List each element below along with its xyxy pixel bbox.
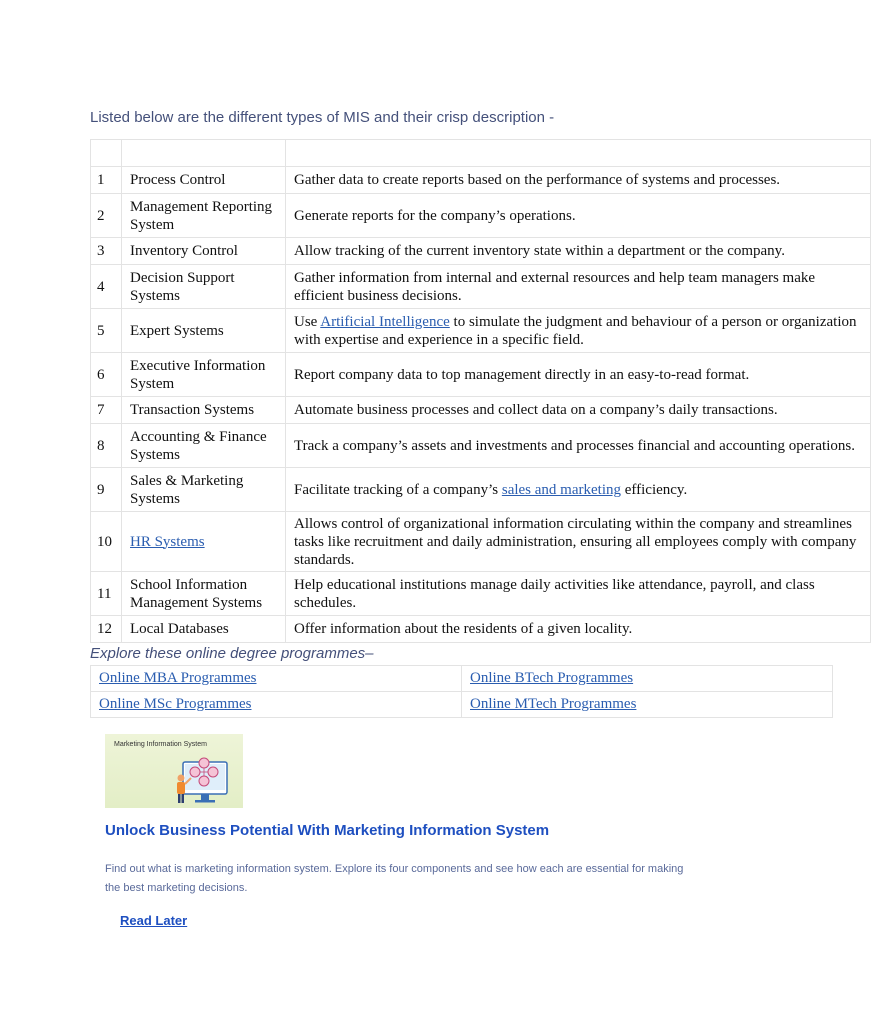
intro-text: Listed below are the different types of MIS and their crisp description - [90,109,555,126]
row-number: 6 [91,353,122,397]
row-number: 11 [91,572,122,616]
mis-types-table [90,139,871,643]
table-row [91,692,833,718]
mis-type: Expert Systems [122,309,286,353]
header-cell-description [286,140,871,167]
table-header-row [91,140,871,167]
table-row [91,424,871,468]
programme-cell [91,692,462,718]
mis-description: Automate business processes and collect data on a company’s daily transactions. [286,397,871,424]
description-text: Use [294,313,321,330]
article-thumbnail[interactable] [105,734,243,808]
mis-description: Allows control of organizational information circulating within the company and streamlines tasks like recruitment and daily administration, ensuring all employees comply with company standards. [286,512,871,572]
table-row [91,468,871,512]
table-row [91,572,871,616]
table-row [91,238,871,265]
monitor-illustration-icon [105,734,243,808]
mis-description: Track a company’s assets and investments and processes financial and accounting operations. [286,424,871,468]
programme-cell [462,692,833,718]
mis-type: Accounting & Finance Systems [122,424,286,468]
programme-cell [462,666,833,692]
explore-programmes-heading: Explore these online degree programmes– [90,645,374,662]
programmes-table [90,665,833,718]
table-row [91,397,871,424]
article-title-link[interactable]: Unlock Business Potential With Marketing Information System [105,822,550,839]
table-row [91,265,871,309]
mis-type: Executive Information System [122,353,286,397]
mis-description: Help educational institutions manage daily activities like attendance, payroll, and class schedules. [286,572,871,616]
mis-description: Gather information from internal and external resources and help team managers make efficient business decisions. [286,265,871,309]
online-mtech-link[interactable]: Online MTech Programmes [470,696,637,712]
mis-description: Report company data to top management directly in an easy-to-read format. [286,353,871,397]
table-row [91,194,871,238]
hr-systems-link[interactable]: HR Systems [130,533,205,550]
header-cell-type [122,140,286,167]
table-row [91,167,871,194]
row-number: 10 [91,512,122,572]
mis-description: Offer information about the residents of a given locality. [286,616,871,643]
mis-type [122,512,286,572]
table-row [91,309,871,353]
mis-type: Sales & Marketing Systems [122,468,286,512]
table-row [91,512,871,572]
mis-type: Decision Support Systems [122,265,286,309]
sales-and-marketing-link[interactable]: sales and marketing [501,481,621,498]
header-cell-number [91,140,122,167]
mis-description: Gather data to create reports based on the performance of systems and processes. [286,167,871,194]
thumbnail-caption: Marketing Information System [114,741,207,748]
mis-type: Management Reporting System [122,194,286,238]
table-row [91,666,833,692]
description-text: to simulate the judgment and behaviour of a person or organization with expertise and experience in a specific field. [294,313,857,348]
row-number: 8 [91,424,122,468]
table-row [91,353,871,397]
description-text: Facilitate tracking of a company’s [294,481,502,498]
mis-description: Allow tracking of the current inventory state within a department or the company. [286,238,871,265]
online-btech-link[interactable]: Online BTech Programmes [470,670,634,686]
row-number: 7 [91,397,122,424]
mis-type: Inventory Control [122,238,286,265]
table-row [91,616,871,643]
row-number: 4 [91,265,122,309]
mis-description: Generate reports for the company’s operations. [286,194,871,238]
mis-type: School Information Management Systems [122,572,286,616]
read-later-button[interactable]: Read Later [120,913,188,928]
row-number: 1 [91,167,122,194]
row-number: 12 [91,616,122,643]
mis-type: Transaction Systems [122,397,286,424]
mis-description [286,309,871,353]
artificial-intelligence-link[interactable]: Artificial Intelligence [320,313,450,330]
mis-type: Local Databases [122,616,286,643]
online-msc-link[interactable]: Online MSc Programmes [99,696,252,712]
row-number: 3 [91,238,122,265]
mis-description [286,468,871,512]
row-number: 2 [91,194,122,238]
article-description: Find out what is marketing information system. Explore its four components and see how each are essential for making the best marketing decisions. [105,863,684,894]
programme-cell [91,666,462,692]
row-number: 9 [91,468,122,512]
mis-type: Process Control [122,167,286,194]
row-number: 5 [91,309,122,353]
description-text: efficiency. [621,481,688,498]
online-mba-link[interactable]: Online MBA Programmes [99,670,257,686]
